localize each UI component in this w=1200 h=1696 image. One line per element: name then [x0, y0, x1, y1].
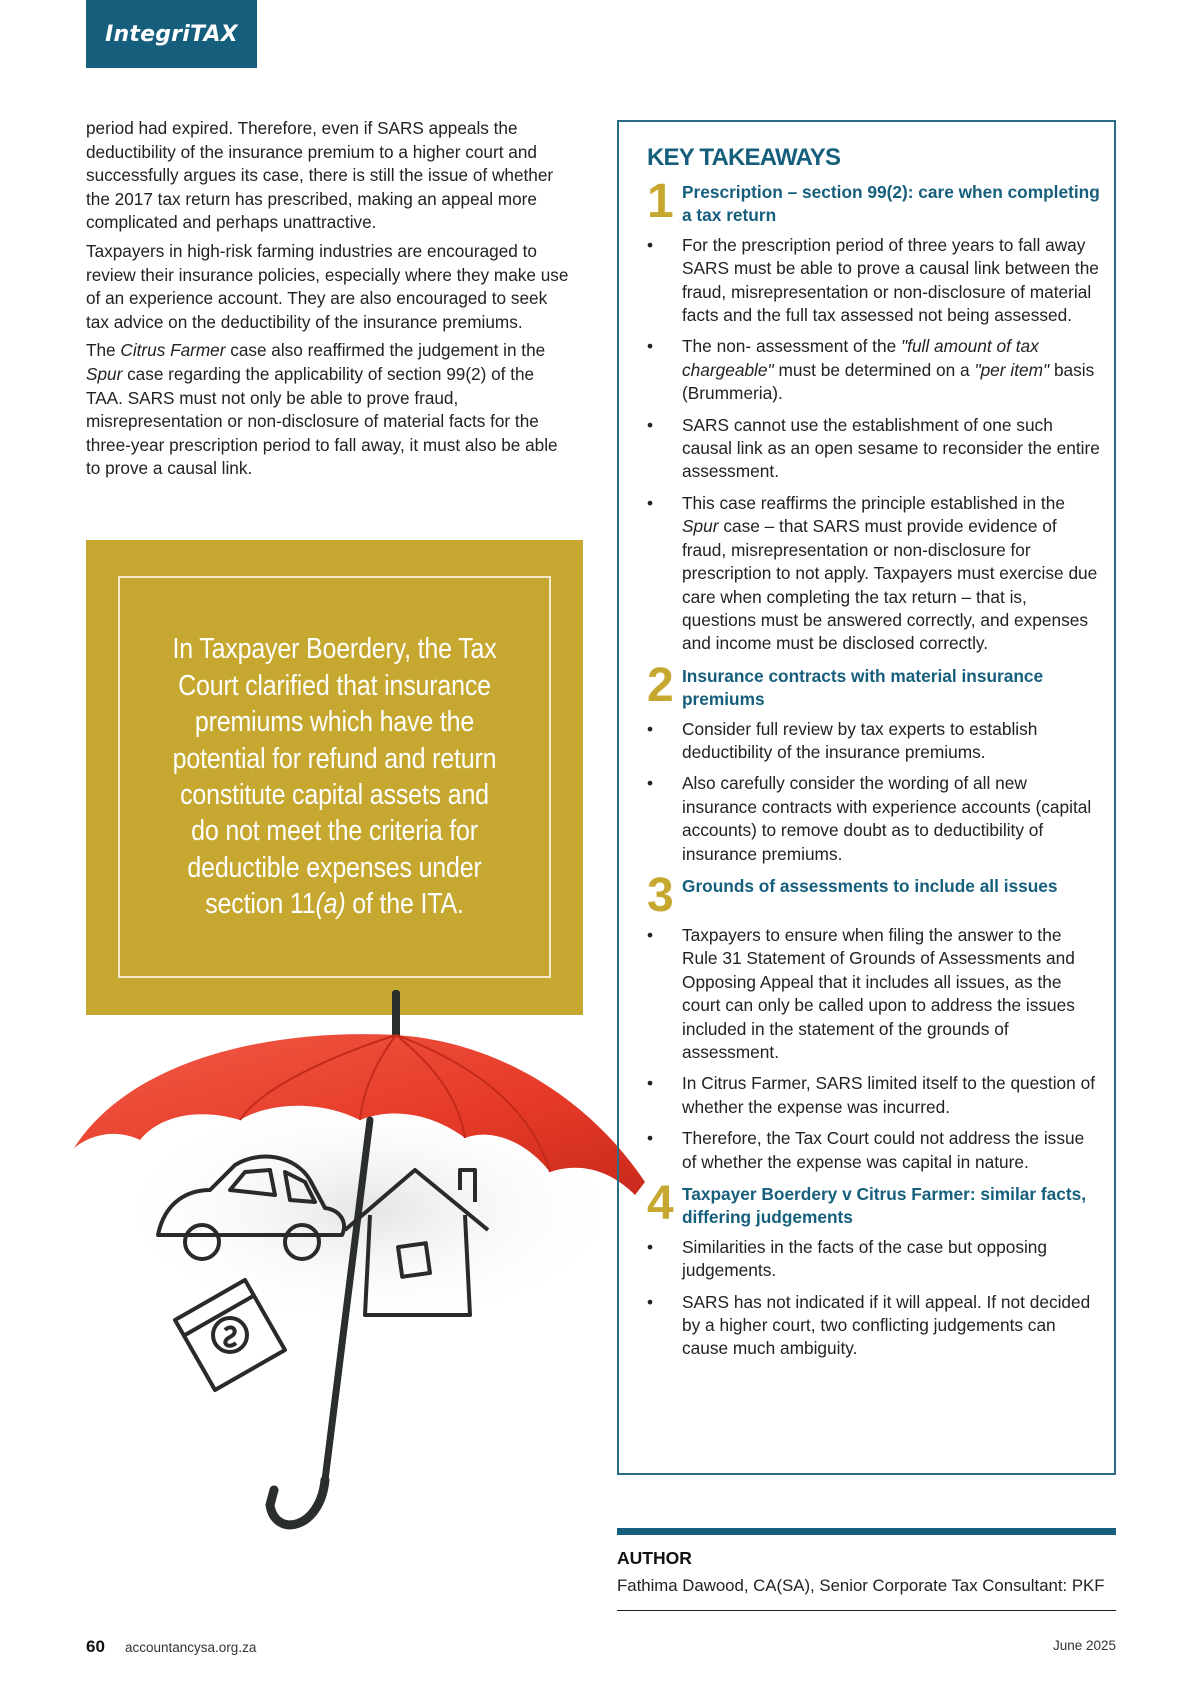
list-item: • In Citrus Farmer, SARS limited itself to the question of whether the expense was incurred. — [647, 1073, 1095, 1117]
bullet-icon: • — [647, 773, 654, 794]
list-item: • SARS has not indicated if it will appeal. If not decided by a higher court, two conflicting judgements can cause much ambiguity. — [647, 1291, 1091, 1359]
header-logo-tab — [86, 0, 257, 68]
umbrella-handle — [270, 1480, 325, 1525]
list-item: • Consider full review by tax experts to establish deductibility of the insurance premiums. — [647, 718, 1038, 762]
list-item: • This case reaffirms the principle established in the Spur case – that SARS must provide evidence of fraud, misrepresentation or non-disclosure for prescription to not apply. Taxpayers must exercise due care when completing the tax return – that is, questions must be answered correctly, and expenses and income must be disclosed correctly. — [647, 492, 1098, 654]
bullet-icon: • — [647, 718, 654, 739]
umbrella-tip — [392, 990, 400, 1040]
takeaway-list — [647, 1236, 1100, 1361]
list-item: • Similarities in the facts of the case but opposing judgements. — [647, 1236, 1048, 1281]
author-name: Fathima Dawood, CA(SA), Senior Corporate Tax Consultant: PKF — [617, 1576, 1105, 1595]
bullet-icon: • — [647, 924, 654, 945]
bullet-icon: • — [647, 1128, 654, 1149]
body-paragraph: period had expired. Therefore, even if SARS appeals the deductibility of the insurance premium to a higher court and successfully argues its case, there is still the issue of whether the 2017 tax return has prescribed, making an appeal more complicated and perhaps unattractive. — [86, 118, 554, 233]
takeaway-list — [647, 234, 1100, 656]
footer-website: accountancysa.org.za — [125, 1640, 257, 1655]
takeaway-number: 3 — [647, 868, 674, 922]
bullet-icon: • — [647, 414, 654, 435]
takeaway-list — [647, 924, 1100, 1174]
takeaway-number: 2 — [647, 658, 674, 712]
key-takeaways-box — [617, 120, 1116, 1475]
takeaway-section-1 — [647, 175, 1100, 656]
body-paragraph: Taxpayers in high-risk farming industries are encouraged to review their insurance policies, especially where they make use of an experience account. They are also encouraged to seek tax advice on the deductibility of the insurance premiums. — [86, 240, 569, 332]
list-item: • For the prescription period of three years to fall away SARS must be able to prove a causal link between the fraud, misrepresentation or non-disclosure of material facts and the full tax assessed not being assessed. — [647, 234, 1099, 326]
takeaway-number: 4 — [647, 1177, 674, 1231]
footer-date: June 2025 — [1052, 1638, 1116, 1653]
takeaway-list — [647, 718, 1100, 866]
bullet-icon: • — [647, 234, 654, 255]
author-rule — [617, 1610, 1116, 1611]
takeaway-heading — [647, 1177, 1100, 1231]
list-item: • SARS cannot use the establishment of one such causal link as an open sesame to reconsider the entire assessment. — [647, 414, 1100, 482]
integritax-logo: IntegriTAX — [105, 21, 238, 47]
key-takeaways-title: KEY TAKEAWAYS — [647, 144, 841, 171]
takeaway-heading-text: Grounds of assessments to include all issues — [682, 875, 1058, 896]
takeaway-heading — [647, 658, 1100, 712]
body-paragraph: The Citrus Farmer case also reaffirmed the judgement in the Spur case regarding the applicability of section 99(2) of the TAA. SARS must not only be able to prove fraud, misrepresentation or non-disclosure of material facts for the three-year prescription period to fall away, it must also be able to prove a causal link. — [86, 340, 558, 479]
takeaway-heading — [647, 175, 1100, 228]
bullet-icon: • — [647, 1236, 654, 1257]
takeaway-number: 1 — [647, 175, 674, 228]
bullet-icon: • — [647, 492, 654, 513]
takeaway-heading — [647, 868, 1100, 922]
list-item: • Therefore, the Tax Court could not address the issue of whether the expense was capital in nature. — [647, 1128, 1085, 1172]
list-item: • Also carefully consider the wording of all new insurance contracts with experience accounts (capital accounts) to remove doubt as to deductibility of insurance premiums. — [647, 773, 1092, 864]
takeaway-section-2 — [647, 658, 1100, 866]
takeaway-heading-text: Prescription – section 99(2): care when completing a tax return — [682, 182, 1100, 226]
bullet-icon: • — [647, 1073, 654, 1094]
list-item: • Taxpayers to ensure when filing the answer to the Rule 31 Statement of Grounds of Assessments and Opposing Appeal that it includes all issues, as the court can only be called upon to address the issues included in the statement of the grounds of assessment. — [647, 924, 1075, 1062]
takeaway-section-3 — [647, 868, 1100, 1174]
page-number: 60 — [86, 1637, 105, 1656]
bullet-icon: • — [647, 336, 654, 357]
pull-quote-box — [86, 540, 583, 1015]
takeaway-heading-text: Insurance contracts with material insurance premiums — [682, 665, 1044, 710]
author-label: AUTHOR — [617, 1548, 692, 1568]
bullet-icon: • — [647, 1291, 654, 1312]
takeaway-section-4 — [647, 1177, 1100, 1361]
pull-quote-text: In Taxpayer Boerdery, the Tax Court clarified that insurance premiums which have the potential for refund and return constitute capital assets and do not meet the criteria for deductible expenses under section 11(a) of the ITA. — [172, 633, 497, 921]
article-body-left — [86, 117, 572, 486]
pull-quote-frame — [118, 576, 551, 978]
list-item: • The non- assessment of the "full amount of tax chargeable" must be determined on a "per item" basis (Brummeria). — [647, 336, 1095, 404]
author-divider-bar — [617, 1528, 1116, 1535]
umbrella-illustration — [70, 990, 660, 1550]
takeaway-heading-text: Taxpayer Boerdery v Citrus Farmer: similar facts, differing judgements — [682, 1184, 1087, 1228]
